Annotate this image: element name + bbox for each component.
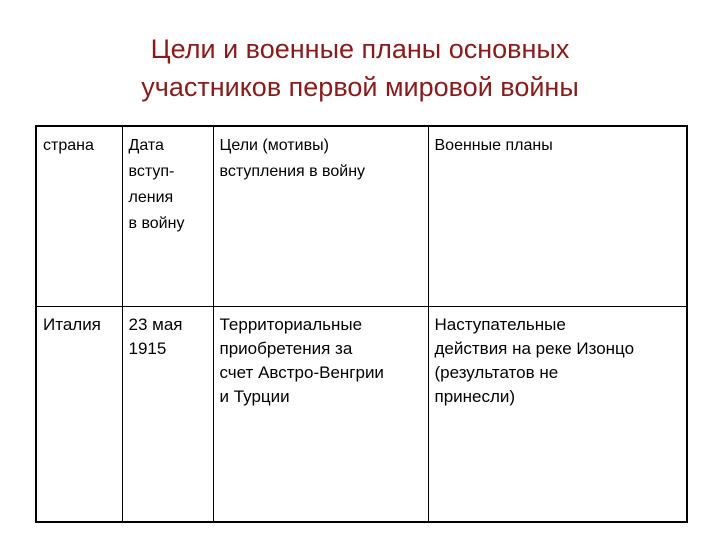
title-line-1: Цели и военные планы основных	[150, 34, 570, 64]
cell-date: 23 мая 1915	[122, 306, 213, 522]
title-line-2: участников первой мировой войны	[141, 72, 579, 102]
cell-goals: Территориальные приобретения за счет Австро-Венгрии и Турции	[213, 306, 428, 522]
participants-table	[35, 125, 688, 523]
table-row	[36, 306, 687, 522]
cell-country: Италия	[36, 306, 122, 522]
cell-plans: Наступательные действия на реке Изонцо (результатов не принесли)	[428, 306, 687, 522]
header-date: Дата вступ- ления в войну	[122, 126, 213, 306]
header-goals: Цели (мотивы) вступления в войну	[213, 126, 428, 306]
header-plans: Военные планы	[428, 126, 687, 306]
header-country: страна	[36, 126, 122, 306]
page-title	[60, 30, 660, 106]
table-header-row	[36, 126, 687, 306]
